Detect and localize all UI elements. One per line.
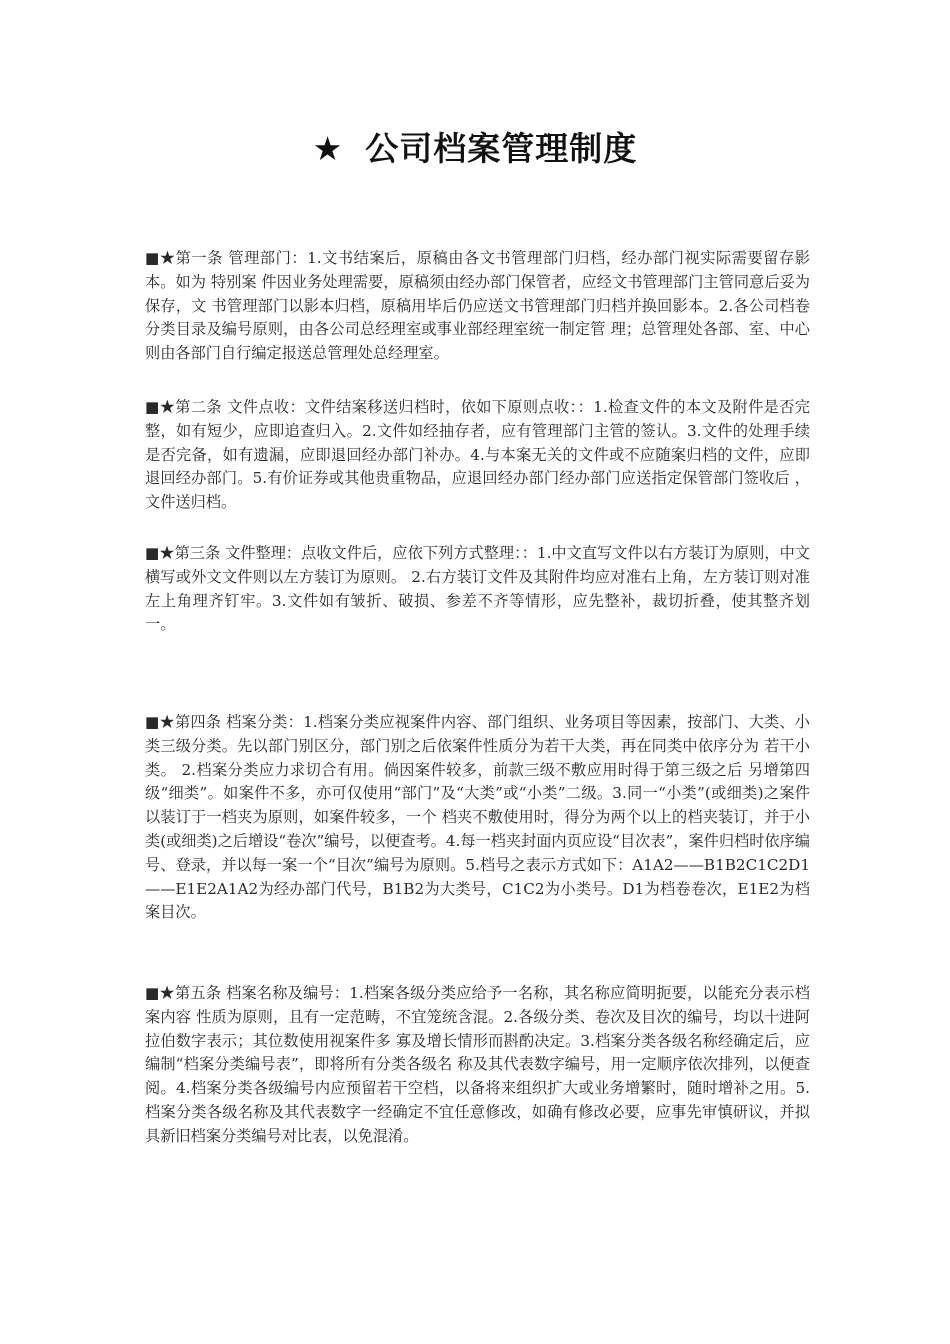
article-3: ■★第三条 文件整理：点收文件后，应依下列方式整理：：1.中文直写文件以右方装订为原则，中文横写或外文文件则以左方装订为原则。 2.右方装订文件及其附件均应对准右上角，左方装订则对准左上角理齐钉牢。3.文件如有皱折、破损、参差不齐等情形，应先整补，裁切折叠，使其整齐划一。	[145, 544, 810, 634]
star-icon: ★	[312, 129, 344, 168]
article-5: ■★第五条 档案名称及编号：1.档案各级分类应给予一名称，其名称应简明扼要，以能充分表示档案内容 性质为原则，且有一定范畴，不宜笼统含混。2.各级分类、卷次及目次的编号，均以十进阿拉伯数字表示；其位数使用视案件多 寡及增长情形而斟酌决定。3.档案分类各级名称经确定后，应编制“档案分类编号表”，即将所有分类各级名 称及其代表数字编号，用一定顺序依次排列，以便查阅。4.档案分类各级编号内应预留若干空档，以备将来组织扩大或业务增繁时，随时增补之用。5.档案分类各级名称及其代表数字一经确定不宜任意修改，如确有修改必要，应事先审慎研议，并拟具新旧档案分类编号对比表，以免混淆。	[145, 984, 810, 1145]
article-2: ■★第二条 文件点收：文件结案移送归档时，依如下原则点收：：1.检查文件的本文及附件是否完整，如有短少，应即追查归入。2.文件如经抽存者，应有管理部门主管的签认。3.文件的处理手续是否完备，如有遗漏，应即退回经办部门补办。4.与本案无关的文件或不应随案归档的文件，应即退回经办部门。5.有价证券或其他贵重物品，应退回经办部门经办部门应送指定保管部门签收后 ，文件送归档。	[145, 398, 810, 512]
article-4: ■★第四条 档案分类：1.档案分类应视案件内容、部门组织、业务项目等因素，按部门、大类、小类三级分类。先以部门别区分，部门别之后依案件性质分为若干大类，再在同类中依序分为 若干小类。 2.档案分类应力求切合有用。倘因案件较多，前款三级不敷应用时得于第三级之后 另增第四级“细类”。如案件不多，亦可仅使用“部门”及“大类”或“小类”二级。3.同一“小类”(或细类)之案件以装订于一档夹为原则，如案件较多，一个 档夹不敷使用时，得分为两个以上的档夹装订，并于小类(或细类)之后增设“卷次”编号，以便查考。4.每一档夹封面内页应设“目次表”，案件归档时依序编号、登录，并以每一案一个“目次”编号为原则。5.档号之表示方式如下：A1A2——B1B2C1C2D1——E1E2A1A2为经办部门代号，B1B2为大类号，C1C2为小类号。D1为档卷卷次，E1E2为档案目次。	[145, 713, 810, 922]
page-title	[0, 124, 950, 174]
article-1: ■★第一条 管理部门：1.文书结案后，原稿由各文书管理部门归档，经办部门视实际需要留存影本。如为 特别案 件因业务处理需要，原稿须由经办部门保管者，应经文书管理部门主管同意后妥为保存，文 书管理部门以影本归档，原稿用毕后仍应送文书管理部门归档并换回影本。2.各公司档卷分类目录及编号原则，由各公司总经理室或事业部经理室统一制定管 理；总管理处各部、室、中心则由各部门自行编定报送总管理处总经理室。	[145, 249, 810, 363]
page-title-text: 公司档案管理制度	[365, 129, 638, 168]
